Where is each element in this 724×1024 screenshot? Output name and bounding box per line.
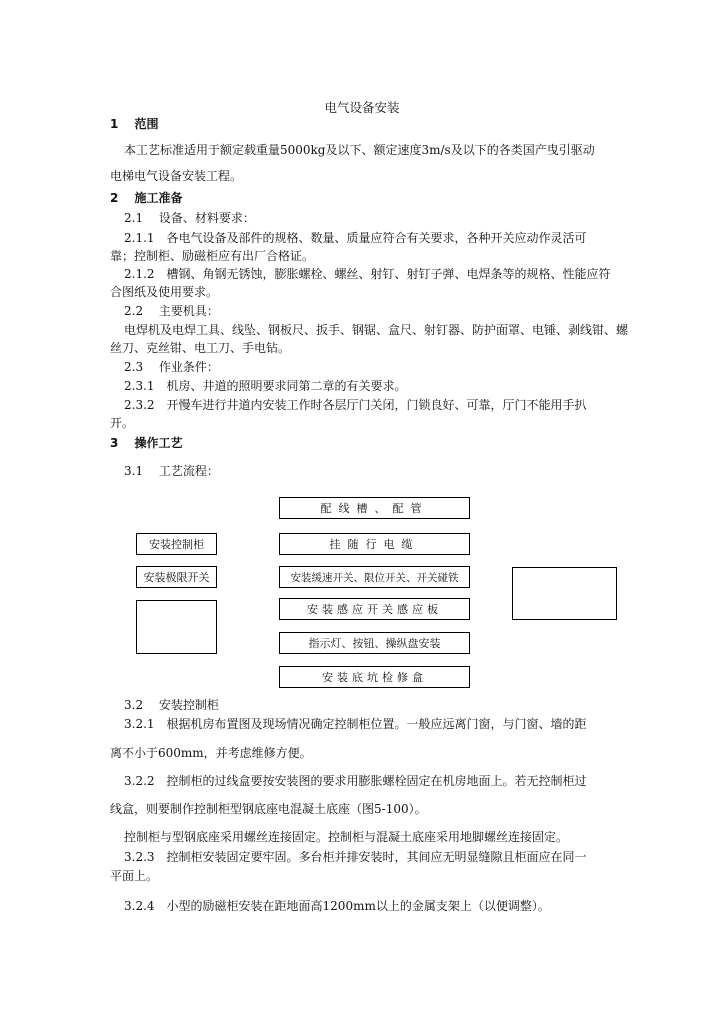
flow-empty-box-right xyxy=(512,567,617,620)
item-3-2-3-line-1: 3.2.3 控制柜安装固定要牢固。多台柜并排安装时，其间应无明显缝隙且柜面应在同一 xyxy=(124,850,587,864)
item-2-3-1: 2.3.1 机房、井道的照明要求同第二章的有关要求。 xyxy=(124,379,407,393)
item-3-2-2-line-2: 线盒，则要制作控制柜型钢底座电混凝土底座（图5-100）。 xyxy=(110,802,427,816)
item-2-1: 2.1 设备、材料要求： xyxy=(124,211,255,225)
item-3-2-2-line-3: 控制柜与型钢底座采用螺丝连接固定。控制柜与混凝土底座采用地脚螺丝连接固定。 xyxy=(124,830,569,844)
flow-step-trailing-cable: 挂随行电缆 xyxy=(279,533,470,555)
flow-step-limit-switch: 安装极限开关 xyxy=(136,566,217,588)
item-3-2: 3.2 安装控制柜 xyxy=(124,698,219,712)
item-3-2-2-line-1: 3.2.2 控制柜的过线盒要按安装图的要求用膨胀螺栓固定在机房地面上。若无控制柜过 xyxy=(124,774,587,788)
item-3-2-1-line-1: 3.2.1 根据机房布置图及现场情况确定控制柜位置。一般应远离门窗，与门窗、墙的距 xyxy=(124,717,587,731)
section-2-heading: 2 施工准备 xyxy=(110,191,183,205)
flow-step-pit-box: 安装底坑检修盒 xyxy=(279,666,470,688)
item-2-1-1-line-1: 2.1.1 各电气设备及部件的规格、数量、质量应符合有关要求，各种开关应动作灵活可 xyxy=(124,231,587,245)
flow-step-induction-switch: 安装感应开关感应板 xyxy=(279,598,470,620)
flow-step-wiring-trough: 配线槽、配管 xyxy=(279,497,470,519)
item-2-2-line-2: 丝刀、克丝钳、电工刀、手电钻。 xyxy=(110,341,291,355)
section-1-paragraph-line-1: 本工艺标准适用于额定载重量5000kg及以下、额定速度3m/s及以下的各类国产曳引驱动 xyxy=(124,143,595,157)
item-3-2-3-line-2: 平面上。 xyxy=(110,869,159,883)
flow-step-switches: 安装缓速开关、限位开关、开关碰铁 xyxy=(279,566,470,588)
item-2-3: 2.3 作业条件： xyxy=(124,360,219,374)
flow-step-indicators: 指示灯、按钮、操纵盘安装 xyxy=(279,632,470,654)
item-2-2-line-1: 电焊机及电焊工具、线坠、钢板尺、扳手、钢锯、盒尺、射钉器、防护面罩、电锤、剥线钳、螺 xyxy=(124,323,629,337)
section-3-heading: 3 操作工艺 xyxy=(110,436,183,450)
section-1-heading: 1 范围 xyxy=(110,117,159,131)
item-3-2-4: 3.2.4 小型的励磁柜安装在距地面高1200mm以上的金属支架上（以便调整）。 xyxy=(124,899,550,913)
item-2-1-2-line-2: 合图纸及使用要求。 xyxy=(110,285,219,299)
item-2-2: 2.2 主要机具： xyxy=(124,304,219,318)
item-2-3-2-line-1: 2.3.2 开慢车进行井道内安装工作时各层厅门关闭，门锁良好、可靠，厅门不能用手扒 xyxy=(124,398,587,412)
flow-step-control-cabinet: 安装控制柜 xyxy=(136,533,217,555)
item-3-2-1-line-2: 离不小于600mm，并考虑维修方便。 xyxy=(110,746,312,760)
item-3-1: 3.1 工艺流程： xyxy=(124,464,219,478)
item-2-3-2-line-2: 开。 xyxy=(110,416,135,430)
item-2-1-1-line-2: 靠；控制柜、励磁柜应有出厂合格证。 xyxy=(110,249,315,263)
flow-empty-box-left xyxy=(136,600,217,654)
item-2-1-2-line-1: 2.1.2 槽钢、角钢无锈蚀，膨胀螺栓、螺丝、射钉、射钉子弹、电焊条等的规格、性能应符 xyxy=(124,267,611,281)
section-1-paragraph-line-2: 电梯电气设备安装工程。 xyxy=(110,169,243,183)
page-title: 电气设备安装 xyxy=(324,100,400,115)
